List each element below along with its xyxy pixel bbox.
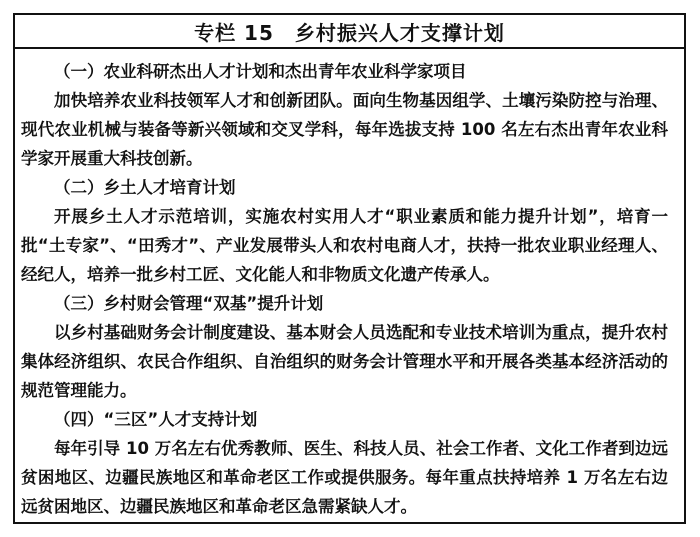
section-3-paragraph: 以乡村基础财务会计制度建设、基本财会人员选配和专业技术培训为重点，提升农村集体经济组织、农民合作组织、自治组织的财务会计管理水平和开展各类基本经济活动的规范管理能力。 (21, 323, 668, 400)
panel-title: 专栏 15 乡村振兴人才支撑计划 (15, 15, 684, 49)
section-2-heading: （二）乡土人才培育计划 (54, 178, 236, 197)
section-4-heading: （四）“三区”人才支持计划 (54, 410, 258, 429)
section-2-paragraph: 开展乡土人才示范培训，实施农村实用人才“职业素质和能力提升计划”，培育一批“土专家”、“田秀才”、产业发展带头人和农村电商人才，扶持一批农业职业经理人、经纪人，培养一批乡村工匠、文化能人和非物质文化遗产传承人。 (21, 207, 668, 284)
plan-panel (13, 13, 686, 524)
section-4-paragraph: 每年引导 10 万名左右优秀教师、医生、科技人员、社会工作者、文化工作者到边远贫困地区、边疆民族地区和革命老区工作或提供服务。每年重点扶持培养 1 万名左右边远贫困地区、边疆民族地区和革命老区急需紧缺人才。 (21, 439, 668, 516)
panel-body (15, 49, 684, 521)
section-3-heading: （三）乡村财会管理“双基”提升计划 (54, 294, 324, 313)
section-1-paragraph: 加快培养农业科技领军人才和创新团队。面向生物基因组学、土壤污染防控与治理、现代农业机械与装备等新兴领域和交叉学科，每年选拔支持 100 名左右杰出青年农业科学家开展重大科技创新。 (21, 91, 668, 168)
section-1-heading: （一）农业科研杰出人才计划和杰出青年农业科学家项目 (54, 62, 467, 81)
